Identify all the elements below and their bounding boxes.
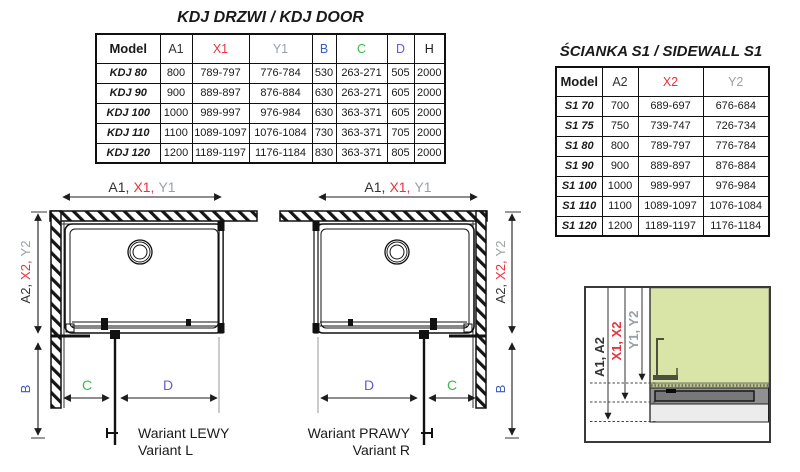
table-cell: 776-784 bbox=[703, 136, 769, 156]
table-cell: 800 bbox=[602, 136, 638, 156]
variant-l-caption bbox=[138, 425, 229, 458]
s1-header-row bbox=[556, 67, 769, 96]
col-header-h: H bbox=[414, 34, 445, 63]
table-cell: 776-784 bbox=[249, 63, 312, 83]
table-row bbox=[96, 83, 445, 103]
dim-a2: A2, bbox=[493, 283, 508, 304]
table-row bbox=[556, 216, 769, 236]
table-cell: 2000 bbox=[414, 123, 445, 143]
wall-right bbox=[476, 211, 486, 408]
dim-label-d-left: D bbox=[162, 377, 174, 393]
caption-line: Wariant LEWY bbox=[138, 425, 230, 441]
model-cell: S1 75 bbox=[556, 116, 602, 136]
door-pivot bbox=[419, 330, 429, 339]
col-header-d: D bbox=[387, 34, 414, 63]
table-cell: 630 bbox=[312, 83, 336, 103]
table-cell: 1189-1197 bbox=[638, 216, 703, 236]
dim-label-b-right: B bbox=[493, 384, 508, 394]
table-cell: 1000 bbox=[160, 103, 192, 123]
detail-dim-label-x: X1, X2 bbox=[609, 321, 624, 361]
kdj-table-title: KDJ DRZWI / KDJ DOOR bbox=[177, 9, 364, 26]
dim-a1: A1, bbox=[364, 179, 386, 195]
table-cell: 1076-1084 bbox=[703, 196, 769, 216]
col-header-b: B bbox=[312, 34, 336, 63]
table-cell: 805 bbox=[387, 143, 414, 163]
floor-base-layer bbox=[650, 404, 769, 422]
table-cell: 1076-1084 bbox=[249, 123, 312, 143]
table-cell: 876-884 bbox=[703, 156, 769, 176]
table-cell: 1100 bbox=[602, 196, 638, 216]
table-cell: 830 bbox=[312, 143, 336, 163]
table-cell: 263-271 bbox=[336, 83, 387, 103]
kdj-header-row bbox=[96, 34, 445, 63]
table-cell: 1000 bbox=[602, 176, 638, 196]
table-cell: 739-747 bbox=[638, 116, 703, 136]
table-cell: 263-271 bbox=[336, 63, 387, 83]
table-cell: 605 bbox=[387, 103, 414, 123]
table-cell: 730 bbox=[312, 123, 336, 143]
col-header-a2: A2 bbox=[602, 67, 638, 96]
door-handle-icon bbox=[107, 428, 118, 438]
table-row bbox=[556, 196, 769, 216]
model-cell: KDJ 90 bbox=[96, 83, 160, 103]
caption-line: Wariant PRAWY bbox=[307, 425, 410, 441]
model-cell: S1 80 bbox=[556, 136, 602, 156]
dim-x1: X1, bbox=[133, 179, 155, 195]
model-cell: S1 100 bbox=[556, 176, 602, 196]
col-header-model: Model bbox=[96, 34, 160, 63]
table-cell: 989-997 bbox=[638, 176, 703, 196]
table-cell: 2000 bbox=[414, 103, 445, 123]
glass-panel-area bbox=[650, 289, 769, 384]
door-handle-icon bbox=[421, 428, 432, 438]
table-row bbox=[96, 123, 445, 143]
model-cell: KDJ 100 bbox=[96, 103, 160, 123]
dim-label-a1x1y1-right bbox=[318, 179, 478, 195]
dim-a2: A2, bbox=[18, 283, 33, 304]
table-row bbox=[556, 116, 769, 136]
dim-label-b-left: B bbox=[18, 384, 33, 394]
model-cell: KDJ 120 bbox=[96, 143, 160, 163]
col-header-x2: X2 bbox=[638, 67, 703, 96]
table-cell: 900 bbox=[160, 83, 192, 103]
dim-label-c-left: C bbox=[81, 377, 93, 393]
sidewall-glass bbox=[219, 224, 223, 333]
dim-y1: Y1 bbox=[414, 179, 432, 195]
table-cell: 1089-1097 bbox=[638, 196, 703, 216]
table-cell: 876-884 bbox=[249, 83, 312, 103]
table-cell: 1089-1097 bbox=[192, 123, 249, 143]
table-cell: 705 bbox=[387, 123, 414, 143]
kdj-door-table bbox=[95, 33, 446, 164]
table-cell: 889-897 bbox=[192, 83, 249, 103]
table-cell: 889-897 bbox=[638, 156, 703, 176]
table-row bbox=[96, 103, 445, 123]
table-cell: 789-797 bbox=[638, 136, 703, 156]
col-header-model: Model bbox=[556, 67, 602, 96]
model-cell: S1 70 bbox=[556, 96, 602, 116]
table-cell: 789-797 bbox=[192, 63, 249, 83]
table-cell: 605 bbox=[387, 83, 414, 103]
table-cell: 976-984 bbox=[249, 103, 312, 123]
door-pivot bbox=[110, 330, 120, 339]
table-cell: 1200 bbox=[602, 216, 638, 236]
table-cell: 505 bbox=[387, 63, 414, 83]
table-row bbox=[96, 63, 445, 83]
table-cell: 1176-1184 bbox=[703, 216, 769, 236]
dim-y1: Y1 bbox=[158, 179, 176, 195]
table-cell: 800 bbox=[160, 63, 192, 83]
model-cell: S1 90 bbox=[556, 156, 602, 176]
caption-line: Variant R bbox=[352, 441, 410, 458]
variant-l-drawing bbox=[31, 197, 257, 445]
dim-x2: X2, bbox=[18, 260, 33, 280]
table-row bbox=[96, 143, 445, 163]
s1-table-title: ŚCIANKA S1 / SIDEWALL S1 bbox=[559, 43, 763, 60]
table-cell: 689-697 bbox=[638, 96, 703, 116]
model-cell: S1 110 bbox=[556, 196, 602, 216]
table-cell: 2000 bbox=[414, 63, 445, 83]
table-cell: 900 bbox=[602, 156, 638, 176]
col-header-a1: A1 bbox=[160, 34, 192, 63]
table-cell: 700 bbox=[602, 96, 638, 116]
dim-label-a2x2y2-right bbox=[493, 222, 509, 322]
sidewall-s1-table bbox=[555, 66, 770, 237]
dim-label-a2x2y2-left bbox=[18, 222, 34, 322]
table-cell: 989-997 bbox=[192, 103, 249, 123]
table-cell: 726-734 bbox=[703, 116, 769, 136]
dim-y2: Y2 bbox=[493, 240, 508, 257]
variant-r-caption bbox=[268, 425, 410, 458]
wall-top bbox=[50, 211, 257, 221]
table-cell: 2000 bbox=[414, 83, 445, 103]
table-cell: 363-371 bbox=[336, 123, 387, 143]
table-cell: 1189-1197 bbox=[192, 143, 249, 163]
table-cell: 976-984 bbox=[703, 176, 769, 196]
table-cell: 630 bbox=[312, 103, 336, 123]
model-cell: KDJ 110 bbox=[96, 123, 160, 143]
col-header-c: C bbox=[336, 34, 387, 63]
variant-r-drawing bbox=[280, 197, 521, 445]
dim-a1: A1, bbox=[108, 179, 130, 195]
model-cell: S1 120 bbox=[556, 216, 602, 236]
table-row bbox=[556, 96, 769, 116]
wall-left bbox=[51, 211, 61, 408]
model-cell: KDJ 80 bbox=[96, 63, 160, 83]
sidewall-glass bbox=[314, 224, 318, 333]
table-cell: 676-684 bbox=[703, 96, 769, 116]
wall-top bbox=[280, 211, 487, 221]
dim-label-d-right: D bbox=[363, 377, 375, 393]
table-row bbox=[556, 176, 769, 196]
col-header-y2: Y2 bbox=[703, 67, 769, 96]
table-cell: 750 bbox=[602, 116, 638, 136]
col-header-x1: X1 bbox=[192, 34, 249, 63]
detail-dim-label-a: A1, A2 bbox=[592, 337, 607, 377]
table-cell: 1176-1184 bbox=[249, 143, 312, 163]
dim-y2: Y2 bbox=[18, 240, 33, 257]
table-row bbox=[556, 156, 769, 176]
col-header-y1: Y1 bbox=[249, 34, 312, 63]
dim-x2: X2, bbox=[493, 260, 508, 280]
caption-line: Variant L bbox=[138, 441, 193, 458]
detail-dim-label-y: Y1, Y2 bbox=[626, 310, 641, 350]
table-cell: 1100 bbox=[160, 123, 192, 143]
table-row bbox=[556, 136, 769, 156]
dim-x1: X1, bbox=[389, 179, 411, 195]
dim-label-a1x1y1-left bbox=[62, 179, 222, 195]
table-cell: 363-371 bbox=[336, 103, 387, 123]
table-cell: 1200 bbox=[160, 143, 192, 163]
table-cell: 530 bbox=[312, 63, 336, 83]
table-cell: 2000 bbox=[414, 143, 445, 163]
table-cell: 363-371 bbox=[336, 143, 387, 163]
dim-label-c-right: C bbox=[446, 377, 458, 393]
